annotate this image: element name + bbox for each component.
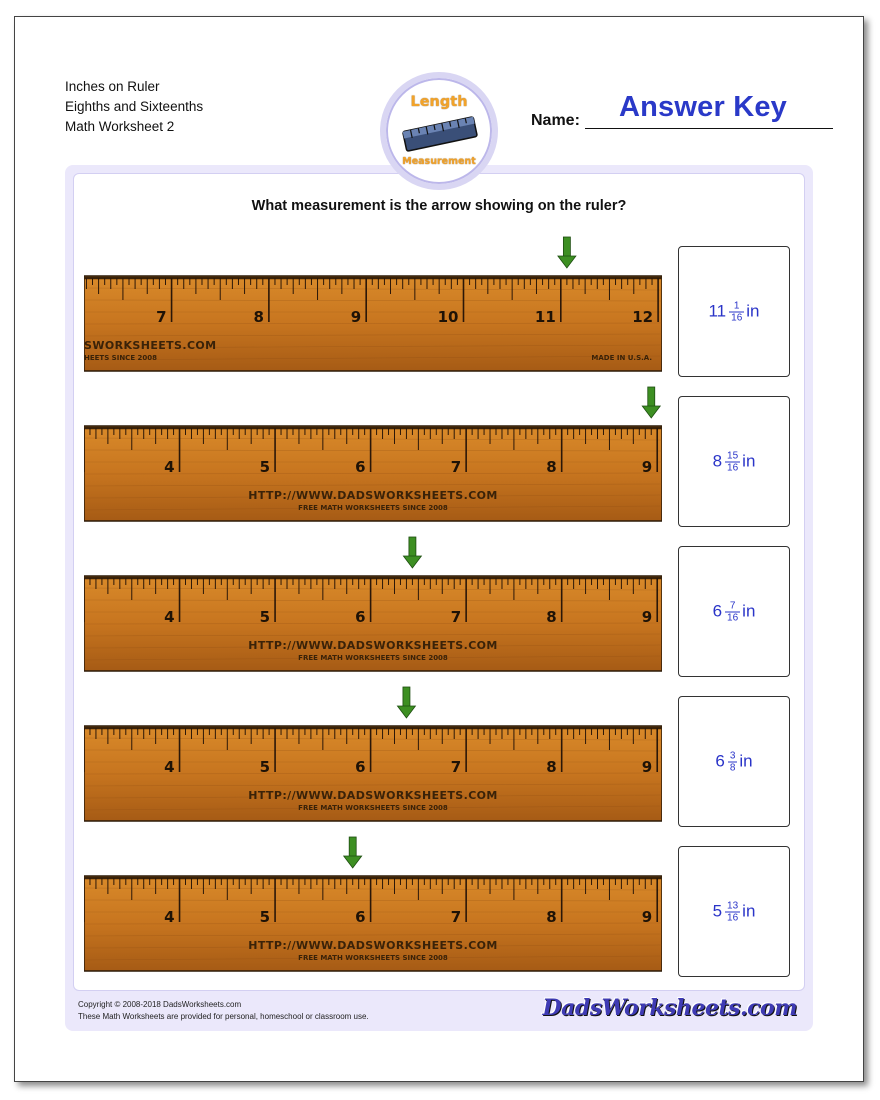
answer-whole: 6 xyxy=(715,751,725,771)
ruler-inch-label: 6 xyxy=(355,758,366,776)
ruler-inch-label: 6 xyxy=(355,458,366,476)
ruler-figure xyxy=(84,680,662,825)
answer-whole: 6 xyxy=(712,601,723,621)
badge-subtitle: Measurement xyxy=(402,156,476,167)
answer-unit: in xyxy=(742,451,756,471)
ruler-inch-label: 4 xyxy=(164,908,175,926)
ruler-inch-label: 4 xyxy=(164,608,175,626)
ruler-inch-label: 7 xyxy=(450,908,462,926)
answer-value xyxy=(679,900,789,923)
ruler-inch-label: 9 xyxy=(350,308,362,326)
measurement-arrow xyxy=(344,837,362,868)
ruler-imprint: HTTP://WWW.DADSWORKSHEETS.COM xyxy=(248,939,498,952)
measurement-arrow xyxy=(642,387,660,418)
answer-whole: 8 xyxy=(712,451,723,471)
ruler-inch-label: 12 xyxy=(632,308,654,326)
ruler-inch-label: 7 xyxy=(450,758,462,776)
copyright-text: Copyright © 2008-2018 DadsWorksheets.com xyxy=(78,1000,242,1009)
ruler-inch-label: 6 xyxy=(355,908,366,926)
answer-denominator: 8 xyxy=(729,762,736,773)
answer-box xyxy=(678,396,790,527)
header-line-subtopic: Eighths and Sixteenths xyxy=(65,99,204,114)
answer-numerator: 13 xyxy=(727,900,739,911)
answer-fraction xyxy=(729,300,744,323)
answer-numerator: 15 xyxy=(727,450,739,461)
header-line-worksheet: Math Worksheet 2 xyxy=(65,119,175,134)
ruler-inch-label: 5 xyxy=(259,908,271,926)
problem-row xyxy=(74,530,806,680)
ruler-imprint: HTTP://WWW.DADSWORKSHEETS.COM xyxy=(248,639,498,652)
ruler-icon xyxy=(400,114,480,154)
ruler-imprint-sub: FREE MATH WORKSHEETS SINCE 2008 xyxy=(298,654,448,662)
answer-fraction xyxy=(728,750,738,773)
footer-text xyxy=(78,999,369,1023)
answer-box xyxy=(678,546,790,677)
ruler-inch-label: 4 xyxy=(164,458,175,476)
ruler-imprint-sub: HEETS SINCE 2008 xyxy=(84,354,158,362)
length-measurement-badge xyxy=(380,72,498,190)
answer-value xyxy=(679,300,789,323)
answer-whole: 5 xyxy=(712,901,723,921)
answer-unit: in xyxy=(746,301,760,321)
ruler-inch-label: 9 xyxy=(641,608,653,626)
answer-unit: in xyxy=(742,901,756,921)
ruler-inch-label: 7 xyxy=(450,458,462,476)
answer-numerator: 1 xyxy=(733,300,740,311)
answer-denominator: 16 xyxy=(727,462,739,473)
answer-value xyxy=(679,450,789,473)
problem-row xyxy=(74,230,806,380)
ruler-imprint-sub: FREE MATH WORKSHEETS SINCE 2008 xyxy=(298,954,448,962)
ruler-inch-label: 8 xyxy=(546,758,557,776)
ruler-inch-label: 8 xyxy=(546,458,557,476)
header-line-topic: Inches on Ruler xyxy=(65,79,160,94)
ruler-imprint: SWORKSHEETS.COM xyxy=(84,339,217,352)
answer-value xyxy=(679,600,789,623)
problem-row xyxy=(74,830,806,980)
answer-denominator: 16 xyxy=(731,312,743,323)
ruler-figure xyxy=(84,830,662,975)
answer-key-title: Answer Key xyxy=(618,91,787,123)
ruler-figure xyxy=(84,380,662,525)
answer-denominator: 16 xyxy=(727,612,739,623)
name-label: Name: xyxy=(531,112,580,129)
ruler-inch-label: 7 xyxy=(450,608,462,626)
ruler-inch-label: 7 xyxy=(156,308,167,326)
usage-notice: These Math Worksheets are provided for personal, homeschool or classroom use. xyxy=(78,1012,369,1021)
ruler-inch-label: 8 xyxy=(253,308,264,326)
worksheet-header xyxy=(65,77,203,137)
ruler-inch-label: 5 xyxy=(259,758,271,776)
dadsworksheets-logo: DadsWorksheets.com xyxy=(542,995,797,1021)
problem-area xyxy=(73,173,805,991)
ruler-inch-label: 8 xyxy=(546,908,557,926)
answer-numerator: 7 xyxy=(729,600,736,611)
ruler-inch-label: 9 xyxy=(641,908,653,926)
ruler-imprint: HTTP://WWW.DADSWORKSHEETS.COM xyxy=(248,789,498,802)
answer-box xyxy=(678,846,790,977)
ruler-figure xyxy=(84,530,662,675)
question-text: What measurement is the arrow showing on the ruler? xyxy=(251,198,627,214)
badge-title: Length xyxy=(410,94,468,110)
answer-box xyxy=(678,696,790,827)
ruler-imprint-sub: FREE MATH WORKSHEETS SINCE 2008 xyxy=(298,504,448,512)
answer-fraction xyxy=(725,600,740,623)
answer-whole: 11 xyxy=(708,301,727,321)
ruler-inch-label: 8 xyxy=(546,608,557,626)
answer-unit: in xyxy=(739,751,753,771)
ruler-inch-label: 6 xyxy=(355,608,366,626)
ruler-figure xyxy=(84,230,662,375)
ruler-imprint: HTTP://WWW.DADSWORKSHEETS.COM xyxy=(248,489,498,502)
ruler-inch-label: 5 xyxy=(259,458,271,476)
problem-frame xyxy=(65,165,813,1031)
answer-unit: in xyxy=(742,601,756,621)
ruler-inch-label: 5 xyxy=(259,608,271,626)
answer-box xyxy=(678,246,790,377)
problem-row xyxy=(74,380,806,530)
answer-value xyxy=(679,750,789,773)
ruler-inch-label: 10 xyxy=(437,308,459,326)
ruler-imprint-sub: FREE MATH WORKSHEETS SINCE 2008 xyxy=(298,804,448,812)
problem-row xyxy=(74,680,806,830)
ruler-imprint-right: MADE IN U.S.A. xyxy=(591,354,652,362)
measurement-arrow xyxy=(403,537,421,568)
ruler-inch-label: 4 xyxy=(164,758,175,776)
answer-fraction xyxy=(725,450,740,473)
worksheet-page xyxy=(14,16,864,1082)
ruler-inch-label: 11 xyxy=(534,308,556,326)
ruler-inch-label: 9 xyxy=(641,458,653,476)
answer-fraction xyxy=(725,900,740,923)
measurement-arrow xyxy=(397,687,415,718)
ruler-inch-label: 9 xyxy=(641,758,653,776)
measurement-arrow xyxy=(558,237,576,268)
answer-numerator: 3 xyxy=(729,750,736,761)
answer-denominator: 16 xyxy=(727,912,739,923)
name-line xyxy=(585,128,833,129)
